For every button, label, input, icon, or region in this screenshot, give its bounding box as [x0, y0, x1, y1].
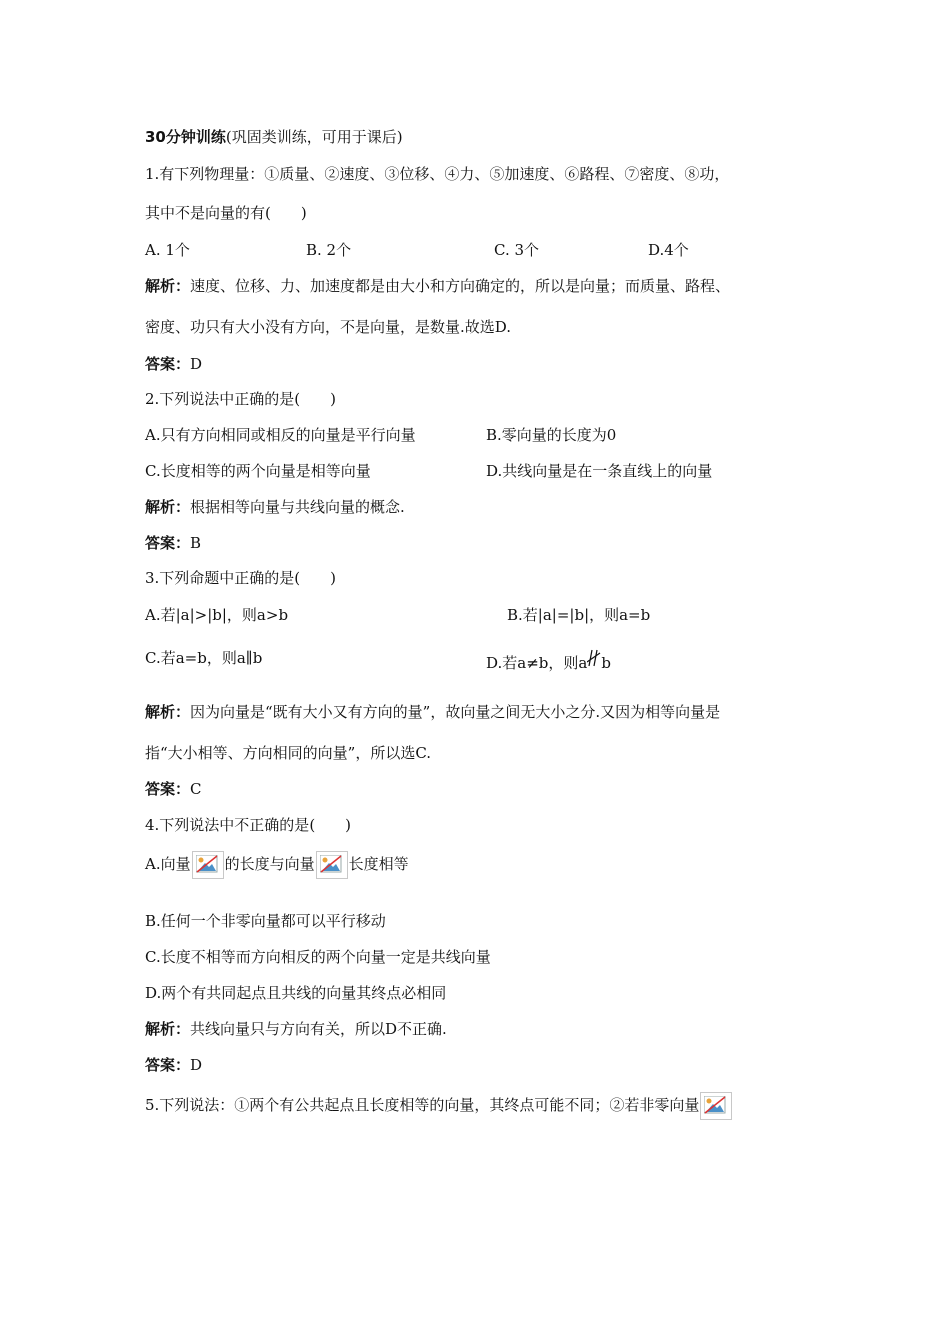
q4-analysis-label: 解析： — [145, 1020, 191, 1038]
q3-answer-label: 答案： — [145, 780, 191, 798]
q2-option-a: A.只有方向相同或相反的向量是平行向量 — [145, 426, 416, 444]
not-parallel-symbol — [587, 648, 601, 673]
q3-option-b: B.若|a|=|b|，则a=b — [507, 606, 651, 624]
q4-stem: 4.下列说法中不正确的是( ) — [145, 816, 352, 834]
q1-option-c: C. 3个 — [494, 241, 540, 259]
q1-analysis-text1: 速度、位移、力、加速度都是由大小和方向确定的，所以是向量；而质量、路程、 — [190, 277, 731, 295]
broken-image-icon — [700, 1092, 732, 1120]
q1-stem-line2: 其中不是向量的有( ) — [145, 204, 307, 222]
q2-option-d: D.共线向量是在一条直线上的向量 — [486, 462, 713, 480]
q3-option-d — [486, 648, 611, 673]
q2-analysis-label: 解析： — [145, 498, 191, 516]
q4-option-d: D.两个有共同起点且共线的向量其终点必相同 — [145, 984, 447, 1002]
broken-image-icon — [192, 851, 224, 879]
q5-stem-text: 5.下列说法：①两个有公共起点且长度相等的向量，其终点可能不同；②若非零向量 — [145, 1096, 700, 1114]
q2-option-c: C.长度相等的两个向量是相等向量 — [145, 462, 371, 480]
section-title-bold: 30分钟训练 — [145, 128, 226, 146]
q3-analysis-line2: 指“大小相等、方向相同的向量”，所以选C. — [145, 744, 432, 762]
q2-answer-value: B — [190, 534, 202, 552]
q3-analysis-line1 — [145, 702, 720, 722]
q1-answer — [145, 354, 202, 374]
q4-option-c: C.长度不相等而方向相反的两个向量一定是共线向量 — [145, 948, 491, 966]
q3-option-d-tail: b — [601, 654, 611, 672]
q3-analysis-label: 解析： — [145, 703, 191, 721]
q4-answer — [145, 1055, 202, 1075]
q2-answer — [145, 533, 201, 553]
q4-answer-label: 答案： — [145, 1056, 191, 1074]
q3-option-d-text: D.若a≠b，则a — [486, 654, 588, 672]
q1-answer-value: D — [190, 355, 203, 373]
q5-stem — [145, 1092, 733, 1120]
q2-stem: 2.下列说法中正确的是( ) — [145, 390, 337, 408]
q2-answer-label: 答案： — [145, 534, 191, 552]
q4-analysis-text: 共线向量只与方向有关，所以D不正确. — [190, 1020, 447, 1038]
q3-analysis-text1: 因为向量是“既有大小又有方向的量”，故向量之间无大小之分.又因为相等向量是 — [190, 703, 721, 721]
broken-image-icon — [316, 851, 348, 879]
q4-option-a-text3: 长度相等 — [348, 855, 409, 873]
q4-option-b: B.任何一个非零向量都可以平行移动 — [145, 912, 386, 930]
q1-answer-label: 答案： — [145, 355, 191, 373]
q1-stem-line1: 1.有下列物理量：①质量、②速度、③位移、④力、⑤加速度、⑥路程、⑦密度、⑧功， — [145, 165, 730, 183]
q4-option-a-text2: 的长度与向量 — [224, 855, 315, 873]
q1-option-d: D.4个 — [648, 241, 689, 259]
section-title — [145, 127, 403, 147]
q3-option-c: C.若a=b，则a∥b — [145, 649, 263, 667]
q3-answer — [145, 779, 202, 799]
q1-analysis-line2: 密度、功只有大小没有方向，不是向量，是数量.故选D. — [145, 318, 512, 336]
section-title-note: (巩固类训练，可用于课后) — [225, 128, 403, 146]
q4-option-a-text1: A.向量 — [145, 855, 191, 873]
q2-analysis — [145, 497, 405, 517]
q4-answer-value: D — [190, 1056, 203, 1074]
q3-stem: 3.下列命题中正确的是( ) — [145, 569, 337, 587]
q1-analysis-line1 — [145, 276, 730, 296]
q2-option-b: B.零向量的长度为0 — [486, 426, 617, 444]
q4-analysis — [145, 1019, 447, 1039]
q3-answer-value: C — [190, 780, 202, 798]
q3-option-a: A.若|a|>|b|，则a>b — [145, 606, 289, 624]
q1-analysis-label: 解析： — [145, 277, 191, 295]
q2-analysis-text: 根据相等向量与共线向量的概念. — [190, 498, 405, 516]
q4-option-a — [145, 851, 409, 879]
q1-option-a: A. 1个 — [145, 241, 190, 259]
q1-option-b: B. 2个 — [306, 241, 352, 259]
